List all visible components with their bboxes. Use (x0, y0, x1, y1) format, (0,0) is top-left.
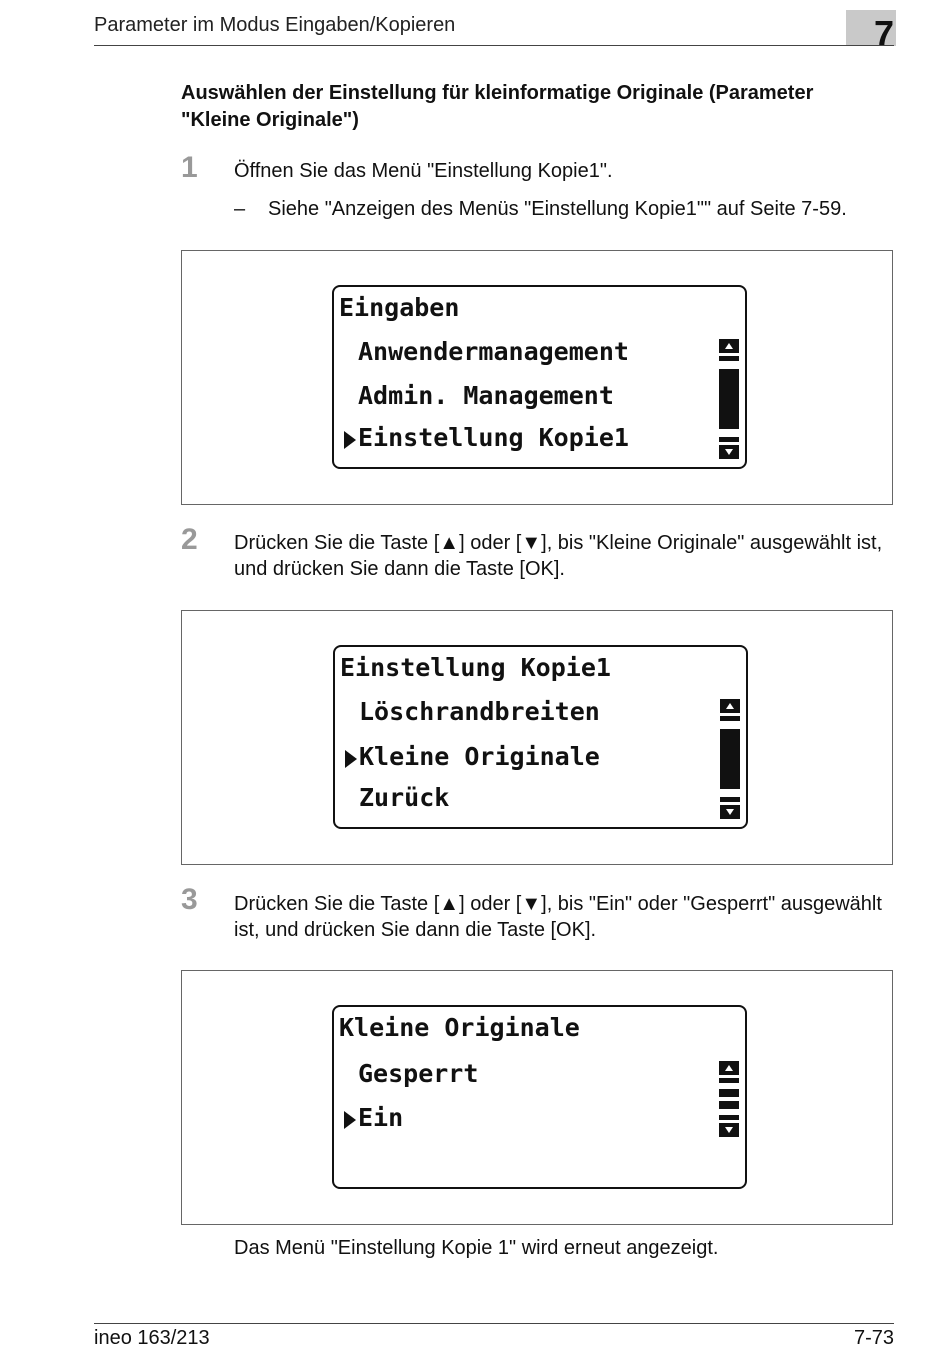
step-2-text: Drücken Sie die Taste [▲] oder [▼], bis "Kleine Originale" ausgewählt ist, und drücken Sie dann die Taste [OK]. (234, 532, 883, 580)
lcd-menu-item-selected: Ein (358, 1103, 404, 1132)
section-heading: Auswählen der Einstellung für kleinformatige Originale (Parameter "Kleine Originale") (181, 82, 814, 131)
lcd-title: Einstellung Kopie1 (340, 653, 611, 682)
screen-frame-2 (181, 610, 893, 865)
header-title: Parameter im Modus Eingaben/Kopieren (94, 14, 456, 36)
selection-arrow-icon (344, 1111, 356, 1129)
scroll-down-icon (719, 437, 739, 459)
lcd-display-1 (332, 285, 747, 469)
lcd-scrollbar (719, 1061, 739, 1137)
selection-arrow-icon (344, 431, 356, 449)
footer-divider (94, 1323, 894, 1324)
lcd-menu-item: Admin. Management (358, 381, 614, 410)
footer-page-number: 7-73 (853, 1327, 894, 1349)
scroll-thumb (720, 729, 740, 789)
chapter-tab (846, 10, 896, 54)
lcd-menu-item: Gesperrt (358, 1059, 479, 1088)
scroll-thumb (719, 1089, 739, 1097)
lcd-menu-item: Anwendermanagement (358, 337, 629, 366)
scroll-up-icon (719, 339, 739, 361)
lcd-menu-item: Löschrandbreiten (359, 697, 600, 726)
header-divider (94, 45, 894, 46)
step-1-text: Öffnen Sie das Menü "Einstellung Kopie1". (234, 160, 613, 182)
lcd-menu-item-selected: Kleine Originale (359, 742, 600, 771)
lcd-menu-item: Zurück (359, 783, 450, 812)
step-3-number: 3 (181, 883, 198, 916)
lcd-scrollbar (720, 699, 740, 819)
lcd-title: Eingaben (339, 293, 460, 322)
screen-frame-3 (181, 970, 893, 1225)
step-3-text: Drücken Sie die Taste [▲] oder [▼], bis "Ein" oder "Gesperrt" ausgewählt ist, und drücken Sie dann die Taste [OK]. (234, 893, 882, 941)
scroll-up-icon (720, 699, 740, 721)
lcd-title: Kleine Originale (339, 1013, 580, 1042)
scroll-up-icon (719, 1061, 739, 1083)
scroll-thumb (719, 369, 739, 429)
result-text: Das Menü "Einstellung Kopie 1" wird erneut angezeigt. (234, 1237, 719, 1259)
scroll-down-icon (719, 1115, 739, 1137)
scroll-down-icon (720, 797, 740, 819)
lcd-menu-item-selected: Einstellung Kopie1 (358, 423, 629, 452)
lcd-display-3 (332, 1005, 747, 1189)
lcd-scrollbar (719, 339, 739, 459)
chapter-number: 7 (873, 13, 894, 54)
step-1-number: 1 (181, 151, 198, 184)
lcd-display-2 (333, 645, 748, 829)
screen-frame-1 (181, 250, 893, 505)
step-1-sub-text: Siehe "Anzeigen des Menüs "Einstellung Kopie1"" auf Seite 7-59. (268, 198, 847, 220)
footer-model: ineo 163/213 (94, 1327, 210, 1349)
scroll-thumb (719, 1101, 739, 1109)
selection-arrow-icon (345, 750, 357, 768)
step-1-sub-dash: – (234, 198, 246, 220)
step-2-number: 2 (181, 523, 198, 556)
